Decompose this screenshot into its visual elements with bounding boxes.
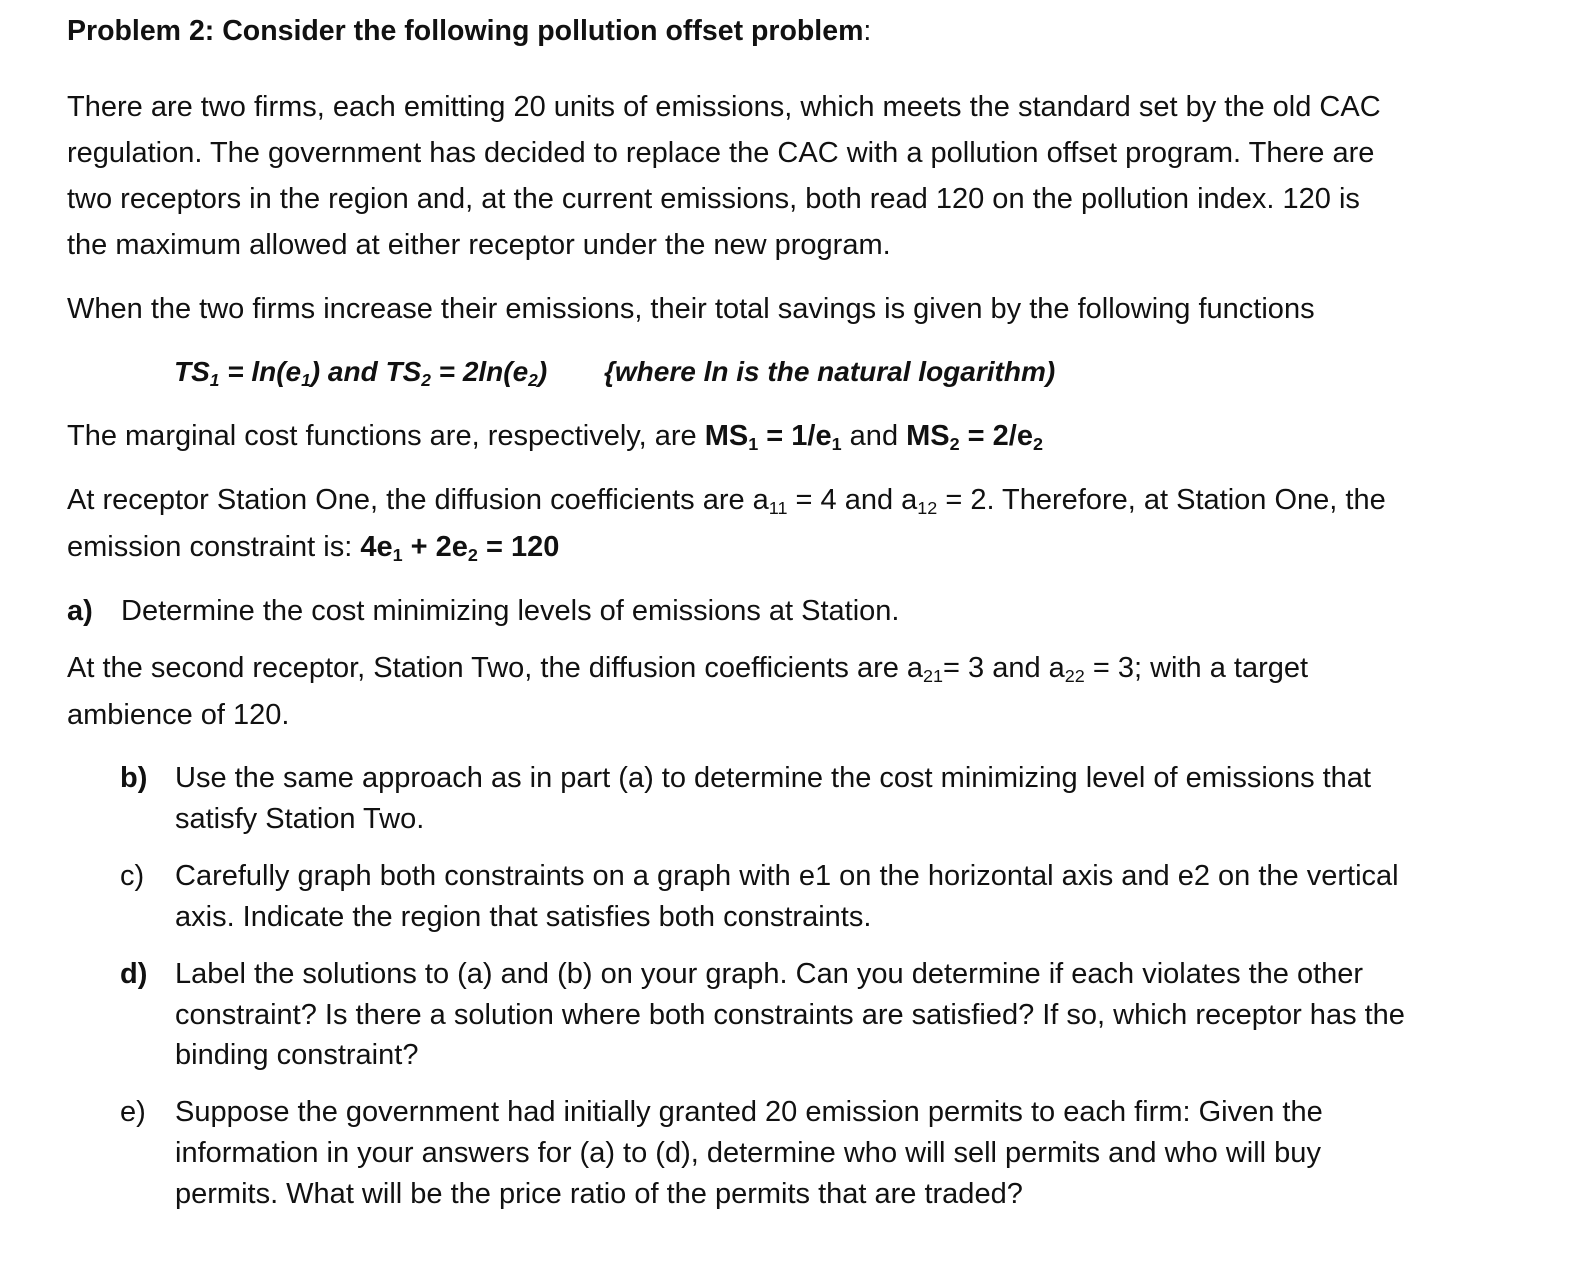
question-c-line-2: axis. Indicate the region that satisfies both constraints. bbox=[175, 901, 872, 933]
question-a bbox=[67, 597, 899, 626]
question-a-text: Determine the cost minimizing levels of emissions at Station. bbox=[121, 595, 900, 627]
problem-title: Problem 2: Consider the following pollution offset problem: bbox=[67, 15, 872, 47]
question-e-line-3: permits. What will be the price ratio of the permits that are traded? bbox=[175, 1178, 1023, 1210]
question-d-line-1: Label the solutions to (a) and (b) on your graph. Can you determine if each violates the other bbox=[175, 958, 1364, 990]
question-d-line-3: binding constraint? bbox=[175, 1039, 419, 1071]
question-d-line-2: constraint? Is there a solution where both constraints are satisfied? If so, which receptor has the bbox=[175, 999, 1405, 1031]
total-savings-equations: $TS_1 = \ln(e_1)$ and $TS_2 = 2\ln(e_2)$ bbox=[174, 356, 548, 390]
marginal-cost-line: The marginal cost functions are, respectively, are $MS_1 = 1/e_1$ and $MS_2 = 2/e_2$ bbox=[67, 420, 1043, 455]
question-c-line-1: Carefully graph both constraints on a graph with e1 on the horizontal axis and e2 on the vertical bbox=[175, 860, 1399, 892]
intro-line-2: regulation. The government has decided to replace the CAC with a pollution offset program. There are bbox=[67, 137, 1375, 169]
intro-line-1: There are two firms, each emitting 20 units of emissions, which meets the standard set by the old CAC bbox=[67, 91, 1381, 123]
question-e-marker: e) bbox=[120, 1096, 146, 1128]
question-a-marker: a) bbox=[67, 595, 93, 627]
intro-line-3: two receptors in the region and, at the current emissions, both read 120 on the pollution index. 120 is bbox=[67, 183, 1360, 215]
station-one-constraint: emission constraint is: $4e_1 + 2e_2 = 120$ bbox=[67, 531, 560, 566]
question-e-line-1: Suppose the government had initially granted 20 emission permits to each firm: Given the bbox=[175, 1096, 1323, 1128]
question-e-line-2: information in your answers for (a) to (d), determine who will sell permits and who will buy bbox=[175, 1137, 1321, 1169]
savings-intro: When the two firms increase their emissions, their total savings is given by the following functions bbox=[67, 293, 1315, 325]
question-b-line-1: Use the same approach as in part (a) to determine the cost minimizing level of emissions that bbox=[175, 762, 1371, 794]
question-b-line-2: satisfy Station Two. bbox=[175, 803, 425, 835]
station-two-coefficients: At the second receptor, Station Two, the diffusion coefficients are $a_{21}= 3$ and $a_{22} = 3$; with a target bbox=[67, 652, 1309, 687]
station-two-target: ambience of 120. bbox=[67, 699, 290, 731]
intro-line-4: the maximum allowed at either receptor under the new program. bbox=[67, 229, 891, 261]
question-d-marker: d) bbox=[120, 958, 148, 990]
station-one-coefficients: At receptor Station One, the diffusion coefficients are $a_{11} = 4$ and $a_{12} = 2$. Therefore, at Station One, the bbox=[67, 484, 1386, 519]
question-c-marker: c) bbox=[120, 860, 145, 892]
logarithm-note: {where ln is the natural logarithm) bbox=[604, 356, 1056, 387]
question-b-marker: b) bbox=[120, 762, 148, 794]
